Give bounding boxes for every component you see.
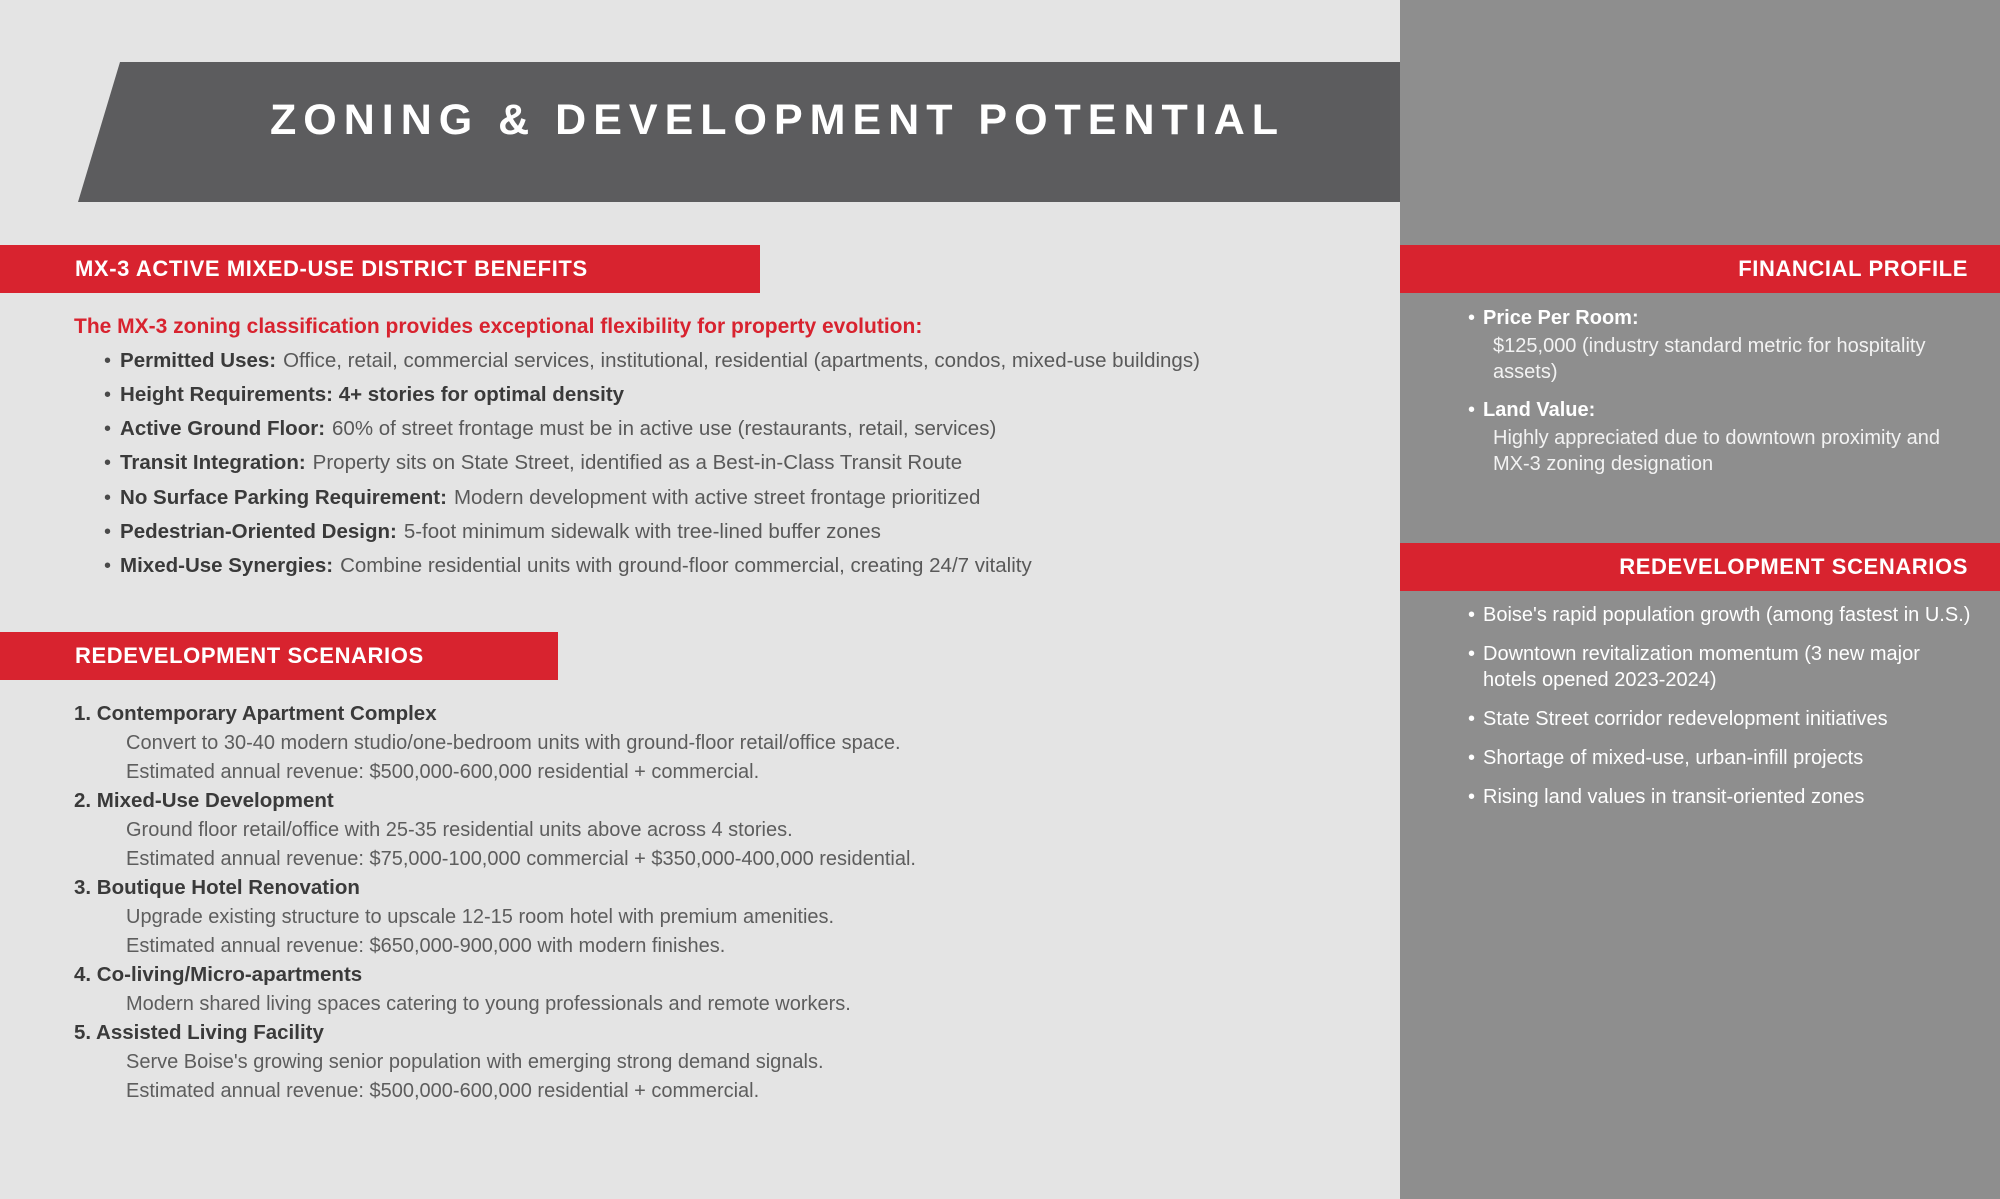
section-header-redevelopment-scenarios-left — [0, 632, 558, 680]
list-item — [1468, 784, 1978, 810]
scenario-revenue: Estimated annual revenue: $500,000-600,000 residential + commercial. — [126, 761, 760, 783]
scenario-description: Convert to 30-40 modern studio/one-bedroom units with ground-floor retail/office space. — [126, 732, 901, 754]
list-item-text: Modern development with active street frontage prioritized — [453, 485, 981, 509]
list-item-label: Mixed-Use Synergies: — [120, 553, 334, 577]
financial-profile-list — [1468, 305, 1968, 489]
bullet-icon: • — [1468, 399, 1476, 421]
mx3-intro-text: The MX-3 zoning classification provides exceptional flexibility for property evolution: — [74, 315, 923, 338]
list-item — [74, 1021, 1344, 1103]
bullet-icon: • — [1468, 747, 1476, 769]
list-item — [1468, 706, 1978, 732]
driver-text: State Street corridor redevelopment initiatives — [1483, 708, 1888, 730]
scenario-description: Ground floor retail/office with 25-35 residential units above across 4 stories. — [126, 819, 793, 841]
bullet-icon: • — [1468, 786, 1476, 808]
list-item-text: 5-foot minimum sidewalk with tree-lined buffer zones — [403, 519, 881, 543]
financial-item-value: Highly appreciated due to downtown proximity and MX-3 zoning designation — [1493, 427, 1940, 475]
list-item — [1468, 397, 1968, 477]
page-title: ZONING & DEVELOPMENT POTENTIAL — [270, 96, 1286, 144]
section-header-redevelopment-scenarios-right — [1400, 543, 2000, 591]
bullet-icon: • — [104, 350, 112, 372]
section-header-redevelopment-scenarios-left-label: REDEVELOPMENT SCENARIOS — [75, 643, 424, 668]
right-panel-top-background — [1400, 0, 2000, 212]
scenario-title: 4. Co-living/Micro-apartments — [74, 963, 363, 986]
bullet-icon: • — [1468, 643, 1476, 665]
bullet-icon: • — [104, 520, 112, 543]
driver-text: Downtown revitalization momentum (3 new major hotels opened 2023-2024) — [1483, 643, 1920, 691]
scenario-revenue: Estimated annual revenue: $500,000-600,000 residential + commercial. — [126, 1080, 760, 1102]
list-item — [104, 519, 1364, 545]
list-item-text: Office, retail, commercial services, institutional, residential (apartments, condos, mixed-use buildings) — [283, 349, 1200, 372]
list-item — [1468, 641, 1978, 693]
scenario-description: Upgrade existing structure to upscale 12-15 room hotel with premium amenities. — [126, 906, 835, 928]
list-item — [104, 485, 1364, 511]
list-item — [74, 702, 1344, 784]
driver-text: Shortage of mixed-use, urban-infill projects — [1483, 747, 1864, 769]
list-item-label: Height Requirements: 4+ stories for optimal density — [120, 383, 625, 407]
scenario-title: 2. Mixed-Use Development — [74, 789, 334, 812]
list-item-text: Combine residential units with ground-floor commercial, creating 24/7 vitality — [340, 553, 1032, 577]
section-header-financial-profile-label: FINANCIAL PROFILE — [1738, 256, 1968, 281]
section-header-financial-profile — [1400, 245, 2000, 293]
list-item — [74, 876, 1344, 958]
list-item-label: Pedestrian-Oriented Design: — [120, 519, 397, 543]
financial-item-label: Land Value: — [1483, 399, 1596, 421]
list-item — [1468, 305, 1968, 385]
bullet-icon: • — [1468, 708, 1476, 730]
scenario-description: Modern shared living spaces catering to young professionals and remote workers. — [126, 993, 851, 1015]
list-item — [104, 553, 1364, 579]
bullet-icon: • — [104, 486, 112, 509]
driver-text: Rising land values in transit-oriented zones — [1483, 786, 1865, 808]
list-item — [104, 348, 1364, 374]
list-item — [74, 789, 1344, 871]
financial-item-label: Price Per Room: — [1483, 307, 1639, 329]
financial-item-value: $125,000 (industry standard metric for hospitality assets) — [1493, 335, 1926, 383]
driver-text: Boise's rapid population growth (among fastest in U.S.) — [1483, 604, 1971, 626]
section-header-redevelopment-scenarios-right-label: REDEVELOPMENT SCENARIOS — [1619, 554, 1968, 579]
list-item-text: 60% of street frontage must be in active use (restaurants, retail, services) — [332, 417, 997, 441]
list-item — [74, 963, 1344, 1016]
list-item — [104, 416, 1364, 442]
list-item — [104, 382, 1364, 408]
bullet-icon: • — [104, 418, 112, 441]
scenario-title: 5. Assisted Living Facility — [74, 1021, 324, 1044]
section-header-mx3-benefits — [0, 245, 760, 293]
bullet-icon: • — [104, 452, 112, 475]
list-item — [1468, 602, 1978, 628]
scenario-revenue: Estimated annual revenue: $650,000-900,000 with modern finishes. — [126, 935, 726, 957]
scenario-revenue: Estimated annual revenue: $75,000-100,000 commercial + $350,000-400,000 residential. — [126, 848, 916, 870]
list-item — [1468, 745, 1978, 771]
list-item-text: Property sits on State Street, identified as a Best-in-Class Transit Route — [312, 451, 963, 475]
list-item — [104, 450, 1364, 476]
list-item-label: Permitted Uses: — [120, 349, 277, 372]
bullet-icon: • — [104, 554, 112, 577]
bullet-icon: • — [104, 384, 112, 407]
scenario-title: 1. Contemporary Apartment Complex — [74, 702, 437, 725]
list-item-label: Transit Integration: — [120, 451, 306, 475]
section-header-mx3-benefits-label: MX-3 ACTIVE MIXED-USE DISTRICT BENEFITS — [75, 256, 588, 281]
scenario-title: 3. Boutique Hotel Renovation — [74, 876, 360, 899]
redevelopment-drivers-list — [1468, 602, 1978, 823]
list-item-label: No Surface Parking Requirement: — [120, 485, 447, 509]
scenario-description: Serve Boise's growing senior population with emerging strong demand signals. — [126, 1051, 824, 1073]
bullet-icon: • — [1468, 604, 1476, 626]
bullet-icon: • — [1468, 307, 1476, 329]
mx3-benefits-list — [104, 348, 1364, 587]
list-item-label: Active Ground Floor: — [120, 417, 326, 441]
redevelopment-scenarios-list — [74, 702, 1344, 1108]
